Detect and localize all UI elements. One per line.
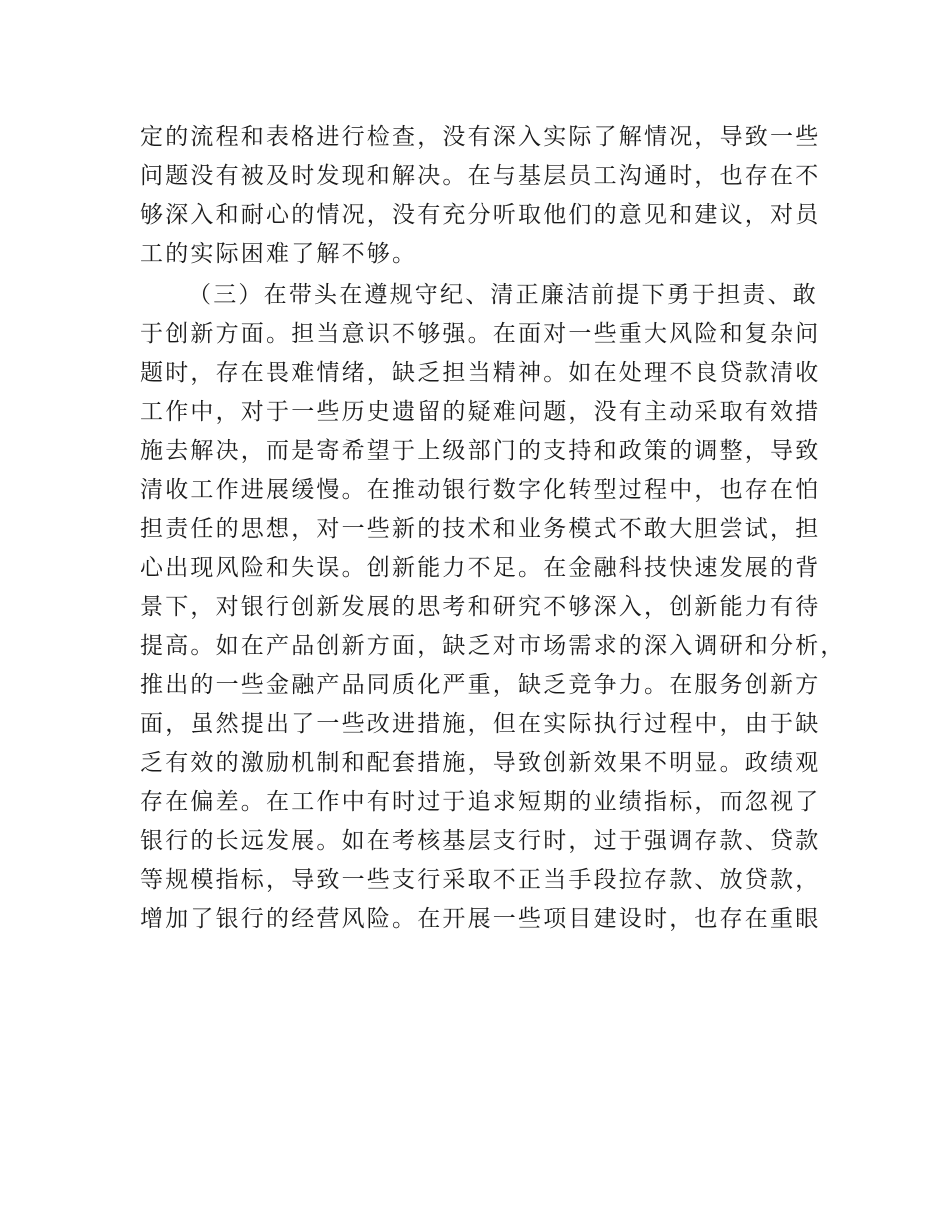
text-line: 推出的一些金融产品同质化严重，缺乏竞争力。在服务创新方 (140, 672, 821, 698)
text-line: 工的实际困难了解不够。 (140, 241, 418, 267)
text-line: 存在偏差。在工作中有时过于追求短期的业绩指标，而忽视了 (140, 789, 821, 815)
text-line: 够深入和耐心的情况，没有充分听取他们的意见和建议，对员 (140, 202, 821, 228)
text-line: 问题没有被及时发现和解决。在与基层员工沟通时，也存在不 (140, 163, 821, 189)
text-line: 乏有效的激励机制和配套措施，导致创新效果不明显。政绩观 (140, 750, 821, 776)
section-three-heading-line: （三）在带头在遵规守纪、清正廉洁前提下勇于担责、敢 (188, 282, 818, 308)
text-line: 景下，对银行创新发展的思考和研究不够深入，创新能力有待 (140, 594, 821, 620)
text-line: 清收工作进展缓慢。在推动银行数字化转型过程中，也存在怕 (140, 477, 821, 503)
text-line: 增加了银行的经营风险。在开展一些项目建设时，也存在重眼 (140, 906, 821, 932)
paragraph-continuation (140, 118, 820, 274)
text-line: 题时，存在畏难情绪，缺乏担当精神。如在处理不良贷款清收 (140, 360, 821, 386)
text-line: 心出现风险和失误。创新能力不足。在金融科技快速发展的背 (140, 555, 821, 581)
text-line: 定的流程和表格进行检查，没有深入实际了解情况，导致一些 (140, 124, 821, 150)
text-line: 面，虽然提出了一些改进措施，但在实际执行过程中，由于缺 (140, 711, 821, 737)
text-line: 于创新方面。担当意识不够强。在面对一些重大风险和复杂问 (140, 321, 821, 347)
text-line: 银行的长远发展。如在考核基层支行时，过于强调存款、贷款 (140, 828, 821, 854)
text-line: 工作中，对于一些历史遗留的疑难问题，没有主动采取有效措 (140, 399, 821, 425)
text-line: 施去解决，而是寄希望于上级部门的支持和政策的调整，导致 (140, 438, 821, 464)
text-line: 担责任的思想，对一些新的技术和业务模式不敢大胆尝试，担 (140, 516, 821, 542)
text-line: 提高。如在产品创新方面，缺乏对市场需求的深入调研和分析， (140, 633, 846, 659)
section-three-paragraph (140, 276, 846, 939)
text-line: 等规模指标，导致一些支行采取不正当手段拉存款、放贷款， (140, 867, 821, 893)
